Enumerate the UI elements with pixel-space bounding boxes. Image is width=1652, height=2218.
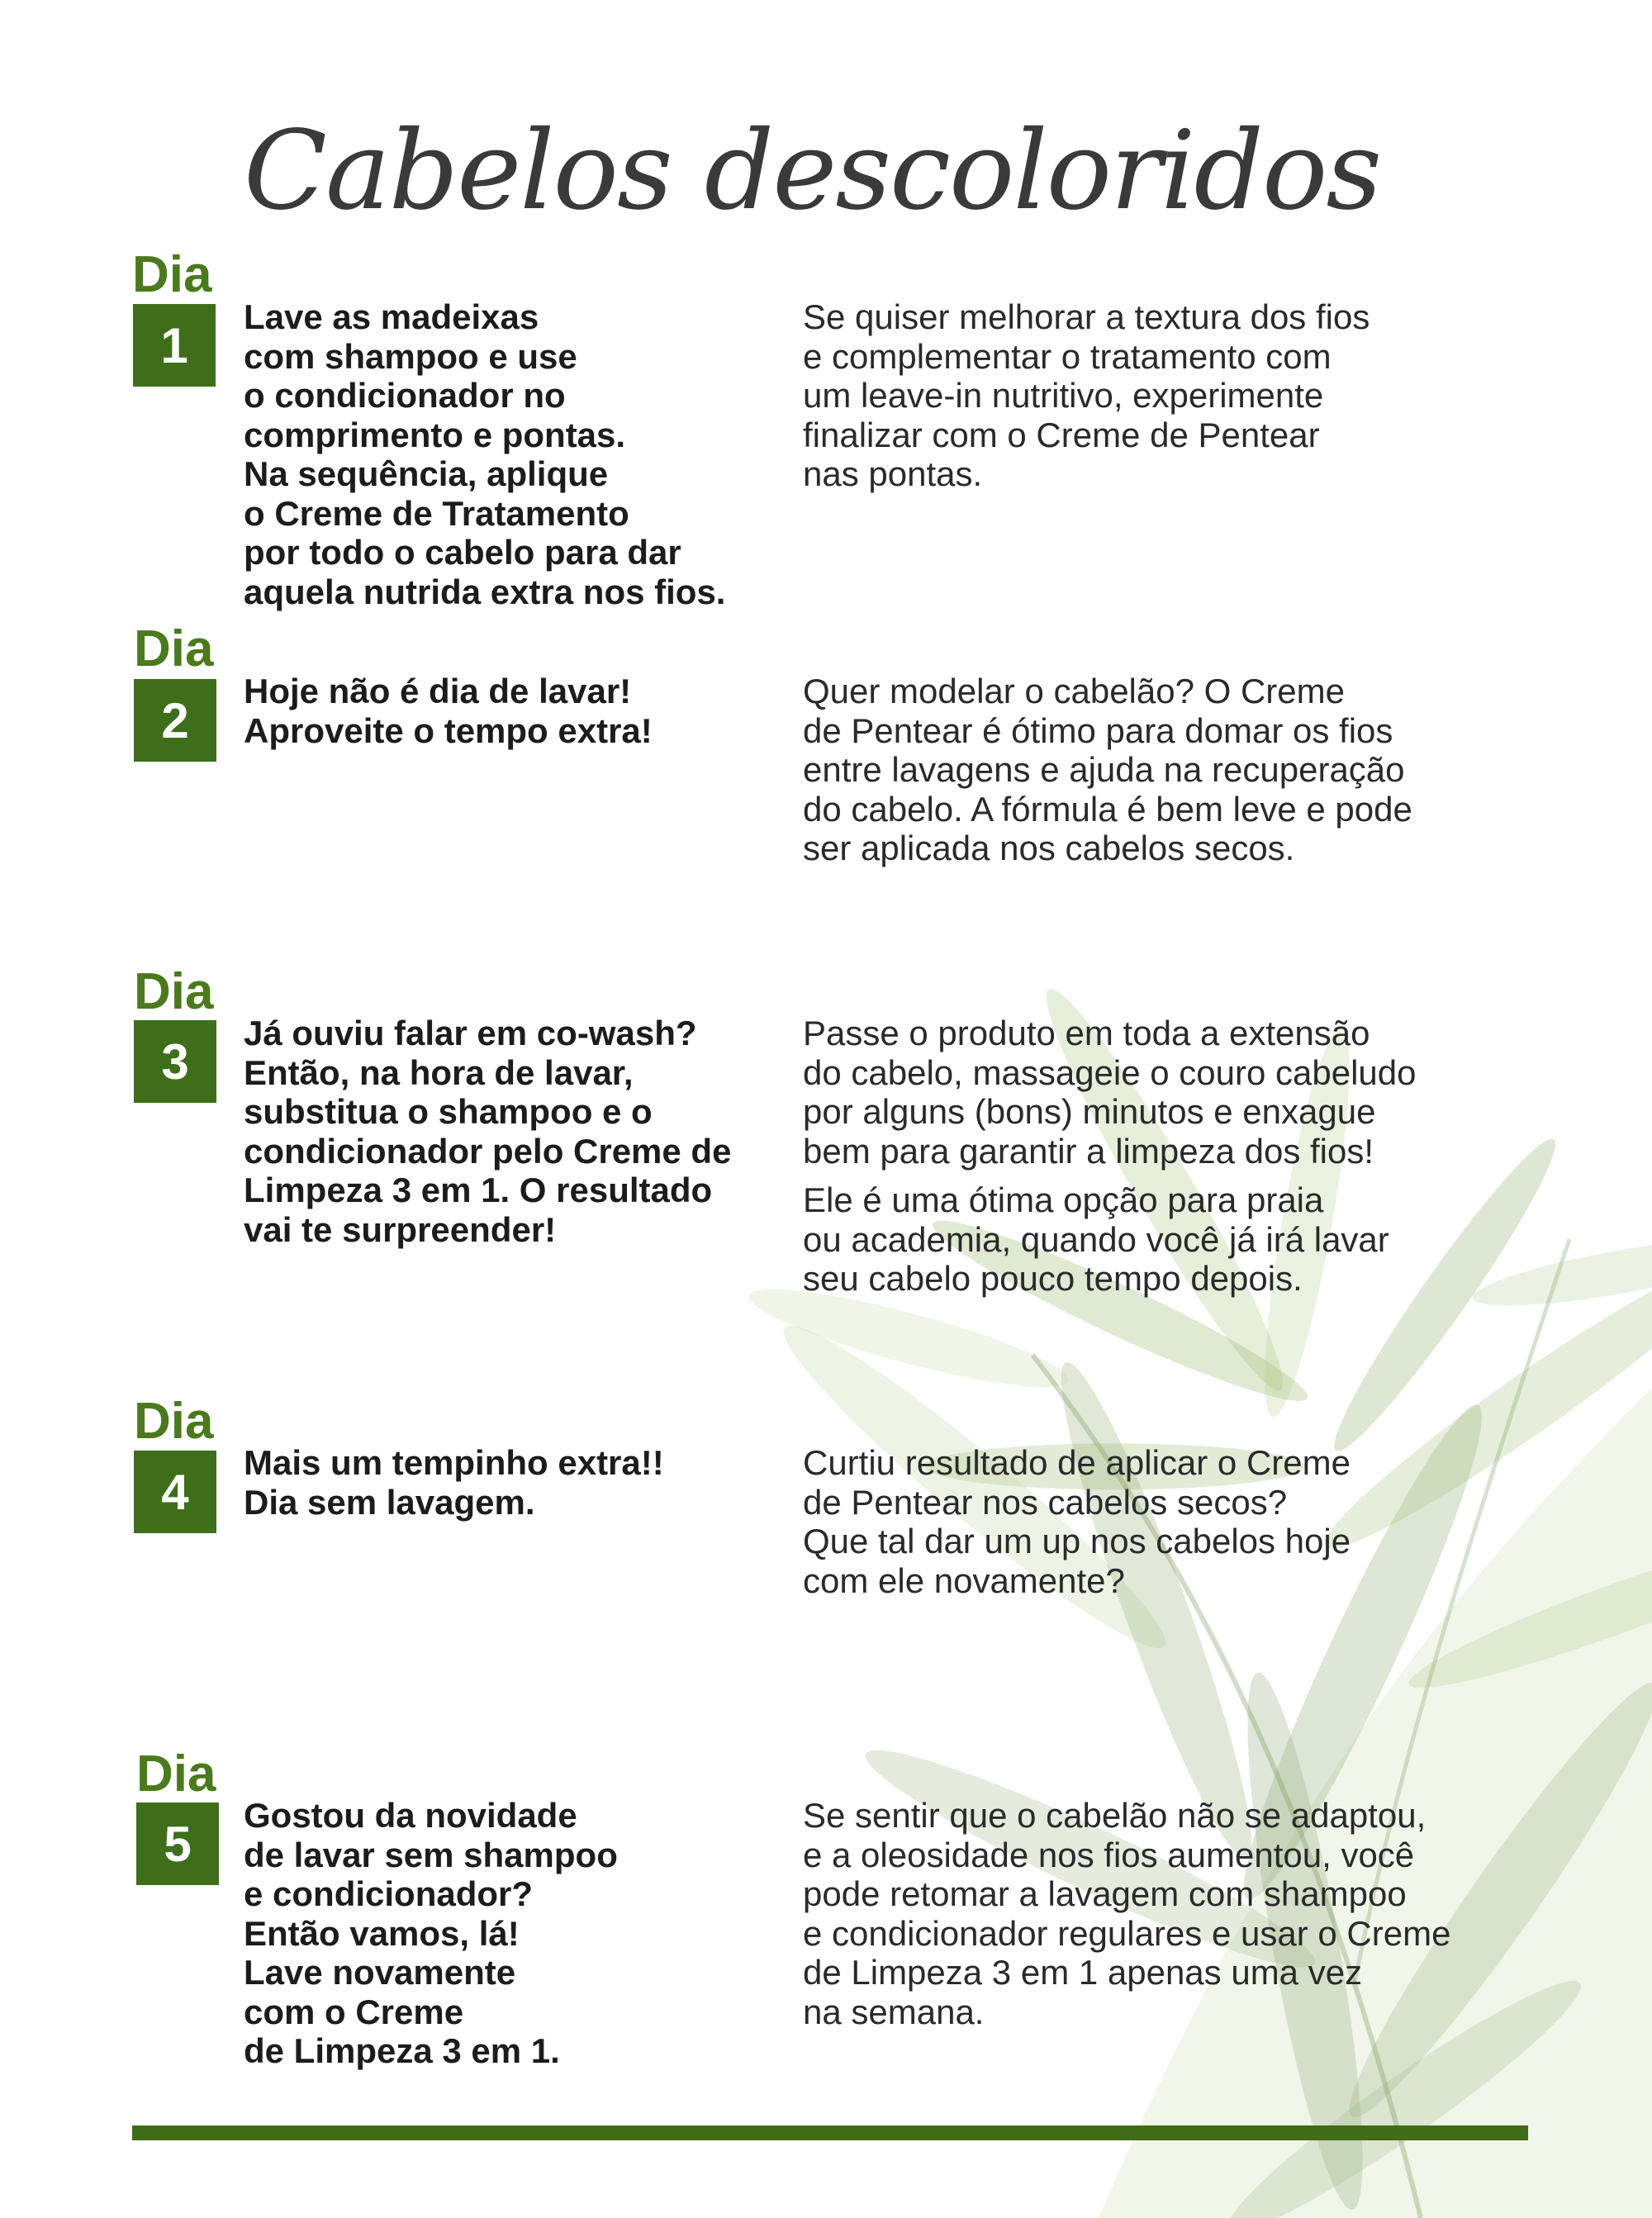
day-5-label: Dia xyxy=(136,1745,216,1802)
day-5-instructions xyxy=(244,1796,781,2071)
day-3-tip-text-2: Ele é uma ótima opção para praia ou academia, quando você já irá lavar seu cabelo pouco tempo depois. xyxy=(803,1180,1389,1298)
day-2-number-box: 2 xyxy=(134,679,216,762)
day-3-number-box: 3 xyxy=(134,1020,216,1103)
day-5-tip-text: Se sentir que o cabelão não se adaptou, e a oleosidade nos fios aumentou, você pode retomar a lavagem com shampoo e condicionador regulares e usar o Creme de Limpeza 3 em 1 apenas uma vez na semana. xyxy=(803,1796,1451,2031)
day-5-instructions-text: Gostou da novidade de lavar sem shampoo e condicionador? Então vamos, lá! Lave novamente com o Creme de Limpeza 3 em 1. xyxy=(244,1796,618,2070)
day-5-number-box: 5 xyxy=(136,1802,219,1885)
day-3-instructions-text: Já ouviu falar em co-wash? Então, na hora de lavar, substitua o shampoo e o condicionador pelo Creme de Limpeza 3 em 1. O resultado vai te surpreender! xyxy=(244,1014,732,1249)
day-3-label: Dia xyxy=(134,963,214,1020)
bottom-divider-bar xyxy=(132,2125,1528,2140)
day-3-tip-text: Passe o produto em toda a extensão do cabelo, massageie o couro cabeludo por alguns (bons) minutos e enxague bem para garantir a limpeza dos fios! xyxy=(803,1014,1417,1171)
day-2-instructions-text: Hoje não é dia de lavar! Aproveite o tempo extra! xyxy=(244,672,653,750)
day-5-tip xyxy=(803,1796,1546,2031)
day-4-tip-text: Curtiu resultado de aplicar o Creme de Pentear nos cabelos secos? Que tal dar um up nos cabelos hoje com ele novamente? xyxy=(803,1443,1351,1600)
day-1-number-box: 1 xyxy=(133,304,216,387)
day-1-tip-text: Se quiser melhorar a textura dos fios e complementar o tratamento com um leave-in nutritivo, experimente finalizar com o Creme de Pentear nas pontas. xyxy=(803,297,1370,493)
day-3-instructions xyxy=(244,1014,781,1249)
page-title: Cabelos descoloridos xyxy=(244,107,1381,235)
day-2-instructions xyxy=(244,672,781,750)
day-2-label: Dia xyxy=(134,620,214,677)
day-4-tip xyxy=(803,1443,1546,1600)
day-4-instructions-text: Mais um tempinho extra!! Dia sem lavagem. xyxy=(244,1443,664,1522)
day-1-tip xyxy=(803,297,1546,494)
day-4-label: Dia xyxy=(134,1393,214,1450)
day-3-tip xyxy=(803,1014,1546,1299)
day-2-tip xyxy=(803,672,1546,868)
day-1-label: Dia xyxy=(132,246,212,303)
day-2-tip-text: Quer modelar o cabelão? O Creme de Pentear é ótimo para domar os fios entre lavagens e ajuda na recuperação do cabelo. A fórmula é bem leve e pode ser aplicada nos cabelos secos. xyxy=(803,672,1412,867)
day-1-instructions xyxy=(244,297,781,611)
day-4-instructions xyxy=(244,1443,781,1522)
day-4-number-box: 4 xyxy=(134,1451,216,1533)
day-1-instructions-text: Lave as madeixas com shampoo e use o condicionador no comprimento e pontas. Na sequência, aplique o Creme de Tratamento por todo o cabelo para dar aquela nutrida extra nos fios. xyxy=(244,297,726,611)
